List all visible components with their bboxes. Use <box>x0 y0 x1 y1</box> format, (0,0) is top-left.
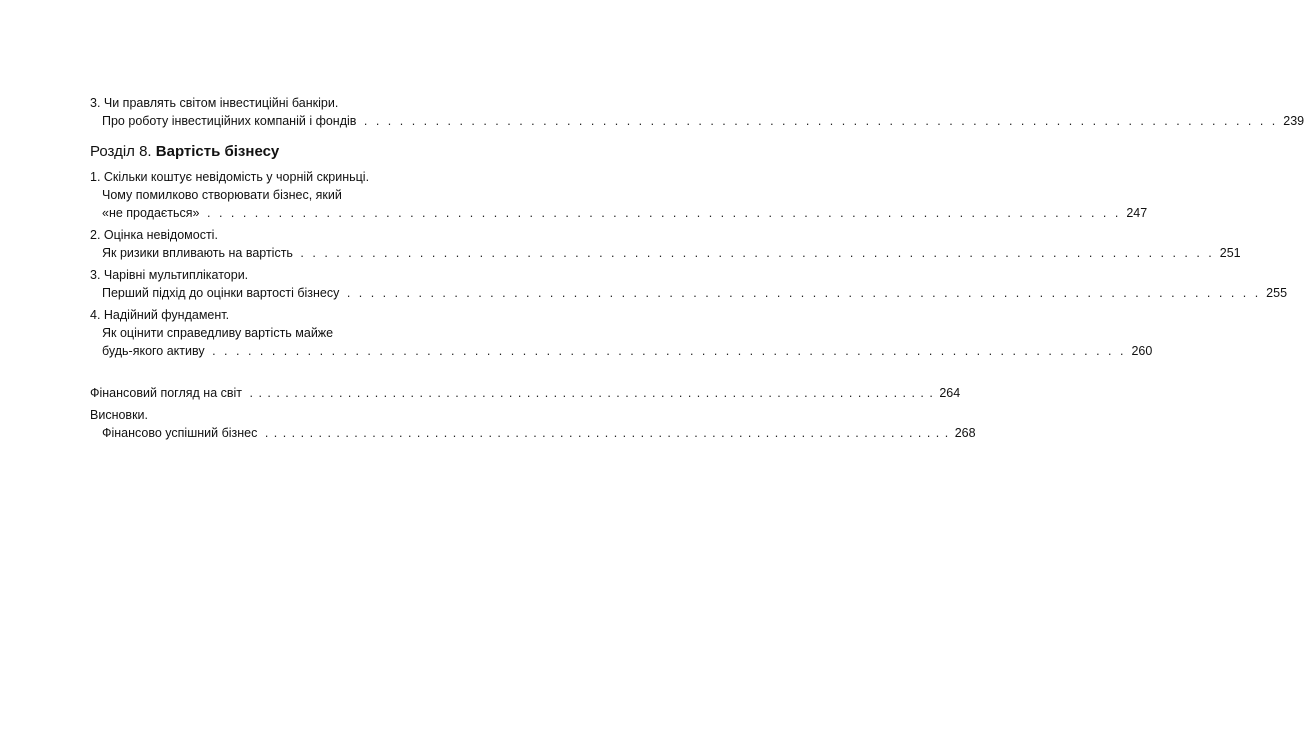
toc-entry-conclusions <box>90 406 976 442</box>
entry-leader-line <box>90 384 961 402</box>
table-of-contents <box>90 94 1304 446</box>
dot-leader <box>364 114 1278 128</box>
entry-subtitle: Перший підхід до оцінки вартості бізнесу <box>102 286 340 300</box>
toc-entry-investment-banks <box>90 94 1304 130</box>
section-title: Вартість бізнесу <box>155 143 280 160</box>
entry-subtitle: Як оцінити справедливу вартість майже <box>102 326 334 340</box>
page-number: 239 <box>1283 114 1304 128</box>
dot-leader <box>207 206 1121 220</box>
dot-leader <box>300 246 1214 260</box>
page-number: 255 <box>1266 286 1288 300</box>
page-number: 251 <box>1219 246 1241 260</box>
toc-entry-foundation <box>90 306 1153 360</box>
spacer <box>90 364 390 384</box>
entry-leader-line <box>90 342 1153 360</box>
entry-leader-line <box>90 204 1148 222</box>
entry-title: 1. Скільки коштує невідомість у чорній скриньці. <box>90 170 370 184</box>
section-prefix: Розділ 8. <box>90 143 152 160</box>
page-number: 247 <box>1126 206 1148 220</box>
entry-title: 3. Чарівні мультиплікатори. <box>90 268 249 282</box>
entry-subtitle: Чому помилково створювати бізнес, який <box>102 188 342 202</box>
dot-leader <box>250 386 934 400</box>
toc-entry-financial-outlook <box>90 384 961 402</box>
entry-leader-line <box>90 284 1288 302</box>
entry-leader-line <box>90 112 1304 130</box>
dot-leader <box>265 426 949 440</box>
entry-title: 2. Оцінка невідомості. <box>90 228 218 242</box>
entry-subtitle: Як ризики впливають на вартість <box>102 246 293 260</box>
toc-entry-black-box <box>90 168 1148 222</box>
page-number: 260 <box>1131 344 1153 358</box>
page-number: 268 <box>954 426 976 440</box>
dot-leader <box>212 344 1126 358</box>
toc-entry-multipliers <box>90 266 1288 302</box>
entry-leader-line <box>90 424 976 442</box>
dot-leader <box>347 286 1261 300</box>
entry-title: Висновки. <box>90 408 148 422</box>
entry-leader-line <box>90 244 1241 262</box>
entry-subtitle: Фінансово успішний бізнес <box>102 426 258 440</box>
entry-subtitle-cont: будь-якого активу <box>102 344 205 358</box>
toc-entry-uncertainty <box>90 226 1241 262</box>
entry-title: 3. Чи правлять світом інвестиційні банкіри. <box>90 96 339 110</box>
section-heading <box>90 142 390 162</box>
entry-subtitle: Про роботу інвестиційних компаній і фондів <box>102 114 357 128</box>
entry-title: Фінансовий погляд на світ <box>90 386 243 400</box>
entry-subtitle-cont: «не продається» <box>102 206 200 220</box>
entry-title: 4. Надійний фундамент. <box>90 308 230 322</box>
page-number: 264 <box>939 386 961 400</box>
